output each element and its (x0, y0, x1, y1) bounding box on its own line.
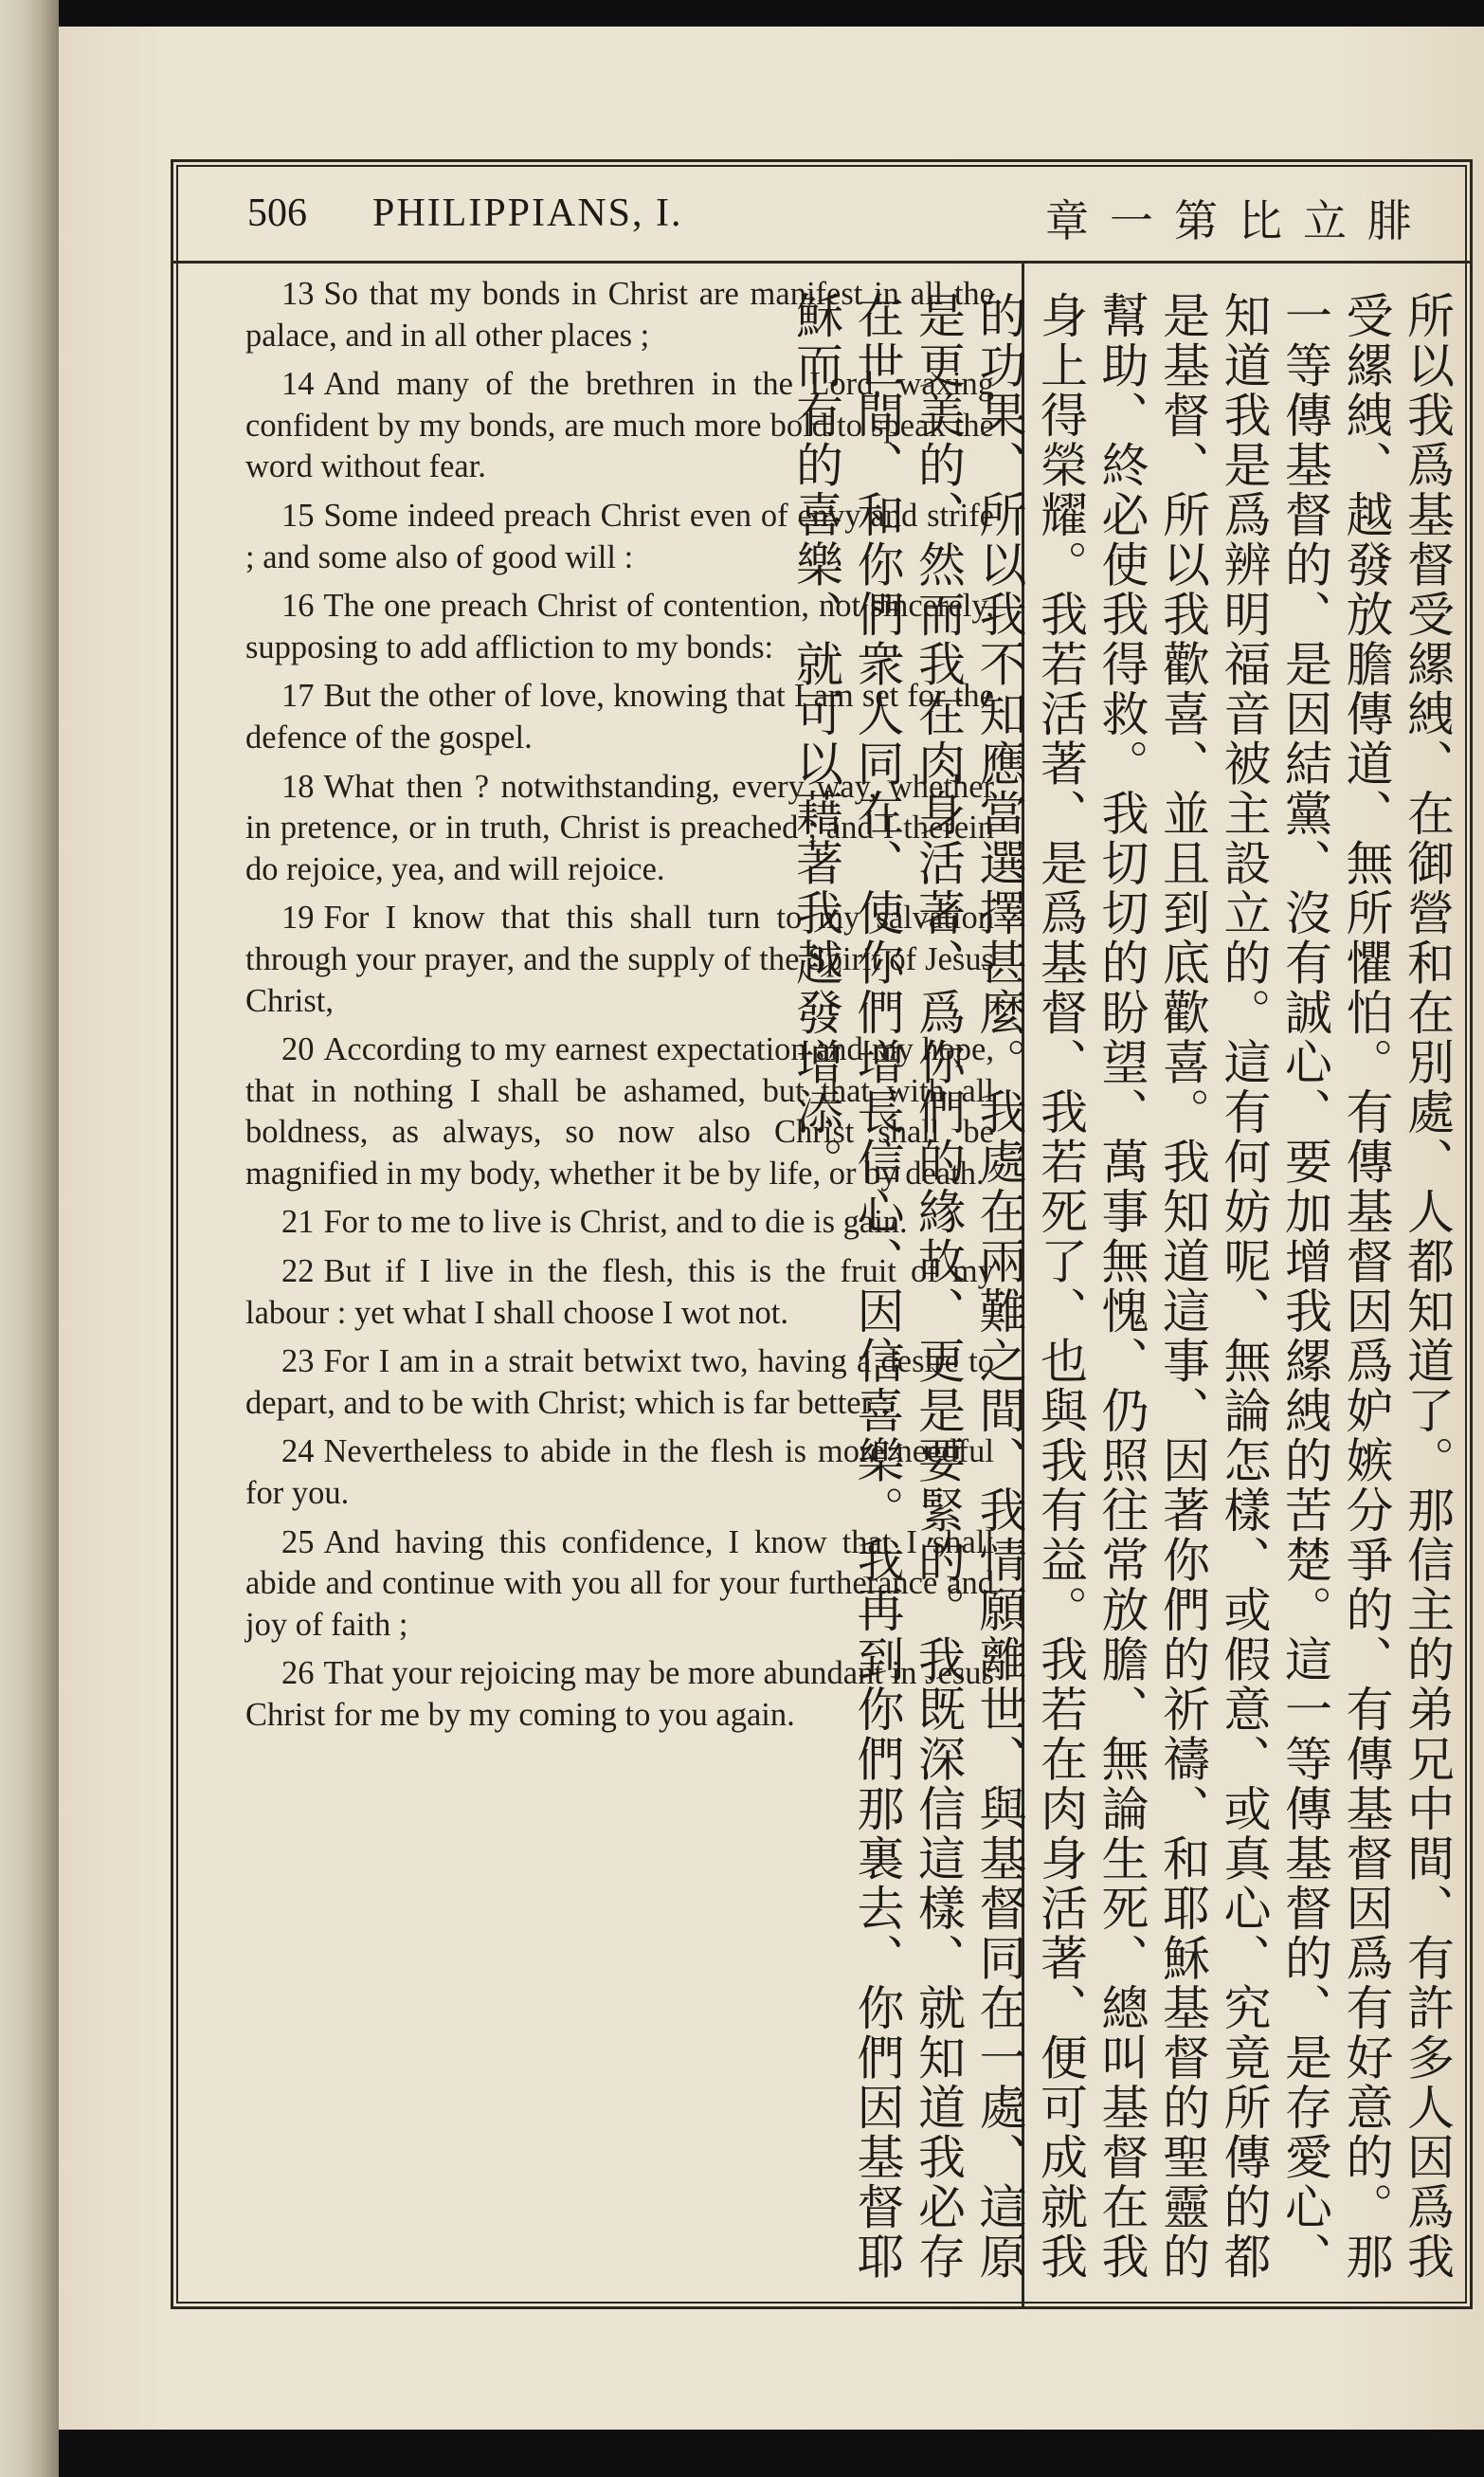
book-spine-edge (0, 0, 59, 2477)
chinese-column (788, 291, 1457, 2291)
book-page (59, 27, 1484, 2430)
page-frame (171, 159, 1473, 2309)
verse-text: What then ? notwithstanding, every way, whether in pretence, or in truth, Christ is preached ; and I therein do rejoice, yea, and will rejoice. (245, 768, 994, 887)
chinese-verse-text: 我再到你們那裏去、你們因基督耶穌而有的喜樂、就可以藉著我越發增添。 (788, 291, 905, 2282)
verse-number: 13 (281, 276, 315, 312)
chinese-verse-text: 這有何妨呢、無論怎樣、或假意、或真心、究竟所傳的都是基督、所以我歡喜、並且到底歡喜。 (1155, 291, 1272, 2282)
verse-number: 22 (281, 1253, 315, 1290)
chinese-verse-text: 然而我在肉身活著、爲你們的緣故、更是要緊的。 (911, 539, 966, 1635)
verse-number: 24 (281, 1433, 315, 1470)
chinese-verse-text: 這一等傳基督的、是存愛心、知道我是爲辨明福音被主設立的。 (1216, 291, 1332, 2282)
verse-number: 17 (281, 678, 315, 715)
chinese-verse-text: 我既深信這樣、就知道我必存在世間、和你們衆人同在、使你們增長信心、因信喜樂。 (849, 291, 966, 2282)
verse-number: 21 (281, 1204, 315, 1241)
verse-number: 25 (281, 1523, 315, 1560)
verse-text: And having this confidence, I know that I shall abide and continue with you all for your furtherance and joy of faith ; (245, 1523, 994, 1643)
verse-number: 26 (281, 1655, 315, 1692)
chinese-verse-text: 我若活著、是爲基督、我若死了、也與我有益。 (1033, 590, 1088, 1635)
chinese-verse-text: 我知道這事、因著你們的祈禱、和耶穌基督的聖靈的幫助、終必使我得救。 (1094, 291, 1210, 2282)
verse-text: According to my earnest expectation and my hope, that in nothing I shall be ashamed, but that with all boldness, as always, so now also Christ shall be magnified in my body, whether it be by life, or by death. (245, 1031, 994, 1192)
chinese-verse-text: 我處在兩難之間、我情願離世、與基督同在一處、這原是更美的、 (911, 291, 1027, 2282)
chinese-verse-text: 我切切的盼望、萬事無愧、仍照往常放膽、無論生死、總叫基督在我身上得榮耀。 (1033, 291, 1149, 2282)
verse-number: 19 (281, 900, 315, 937)
verse-text: But if I live in the flesh, this is the fruit of my labour : yet what I shall choose I wot not. (245, 1253, 994, 1331)
chinese-verse-text: 有傳基督因爲妒嫉分爭的、有傳基督因爲有好意的。 (1338, 1087, 1394, 2232)
verse-text: For I am in a strait betwixt two, having a desire to depart, and to be with Christ; which is far better : (245, 1343, 994, 1421)
chinese-verse-text: 我若在肉身活著、便可成就我的功果、所以我不知應當選擇甚麼。 (971, 291, 1088, 2282)
verse-number: 15 (281, 497, 315, 534)
chinese-verse-text: 所以我爲基督受縲絏、在御營和在別處、人都知道了。 (1400, 291, 1455, 1485)
page-header (173, 162, 1470, 264)
chinese-chapter-heading: 腓立比第一章 (1045, 195, 1432, 246)
verse-text: So that my bonds in Christ are manifest in all the palace, and in all other places ; (245, 276, 994, 354)
verse-text: But the other of love, knowing that I am set for the defence of the gospel. (245, 678, 994, 756)
verse-text: The one preach Christ of contention, not sincerely, supposing to add affliction to my bonds: (245, 588, 994, 665)
verse-text: Nevertheless to abide in the flesh is more needful for you. (245, 1433, 994, 1512)
verse-number: 23 (281, 1343, 315, 1380)
running-title: PHILIPPIANS, I. (372, 191, 683, 235)
page-number: 506 (247, 191, 307, 235)
verse-text: Some indeed preach Christ even of envy and strife ; and some also of good will : (245, 497, 994, 575)
verse-number: 20 (281, 1031, 315, 1068)
verse-number: 14 (281, 366, 315, 403)
chinese-verse-text: 那信主的弟兄中間、有許多人因爲我受縲絏、越發放膽傳道、無所懼怕。 (1338, 291, 1455, 2282)
verse-number: 16 (281, 588, 315, 625)
verse-number: 18 (281, 768, 315, 805)
verse-text: And many of the brethren in the Lord, waxing confident by my bonds, are much more bold to speak the word without fear. (245, 366, 994, 485)
verse-text: That your rejoicing may be more abundant in Jesus Christ for me by my coming to you again. (245, 1655, 994, 1733)
chinese-verse-text: 那一等傳基督的、是因結黨、沒有誠心、要加增我縲絏的苦楚。 (1277, 291, 1394, 2282)
verse-text: For I know that this shall turn to my salvation through your prayer, and the supply of the Spirit of Jesus Christ, (245, 900, 994, 1019)
verse-text: For to me to live is Christ, and to die is gain. (323, 1204, 908, 1241)
